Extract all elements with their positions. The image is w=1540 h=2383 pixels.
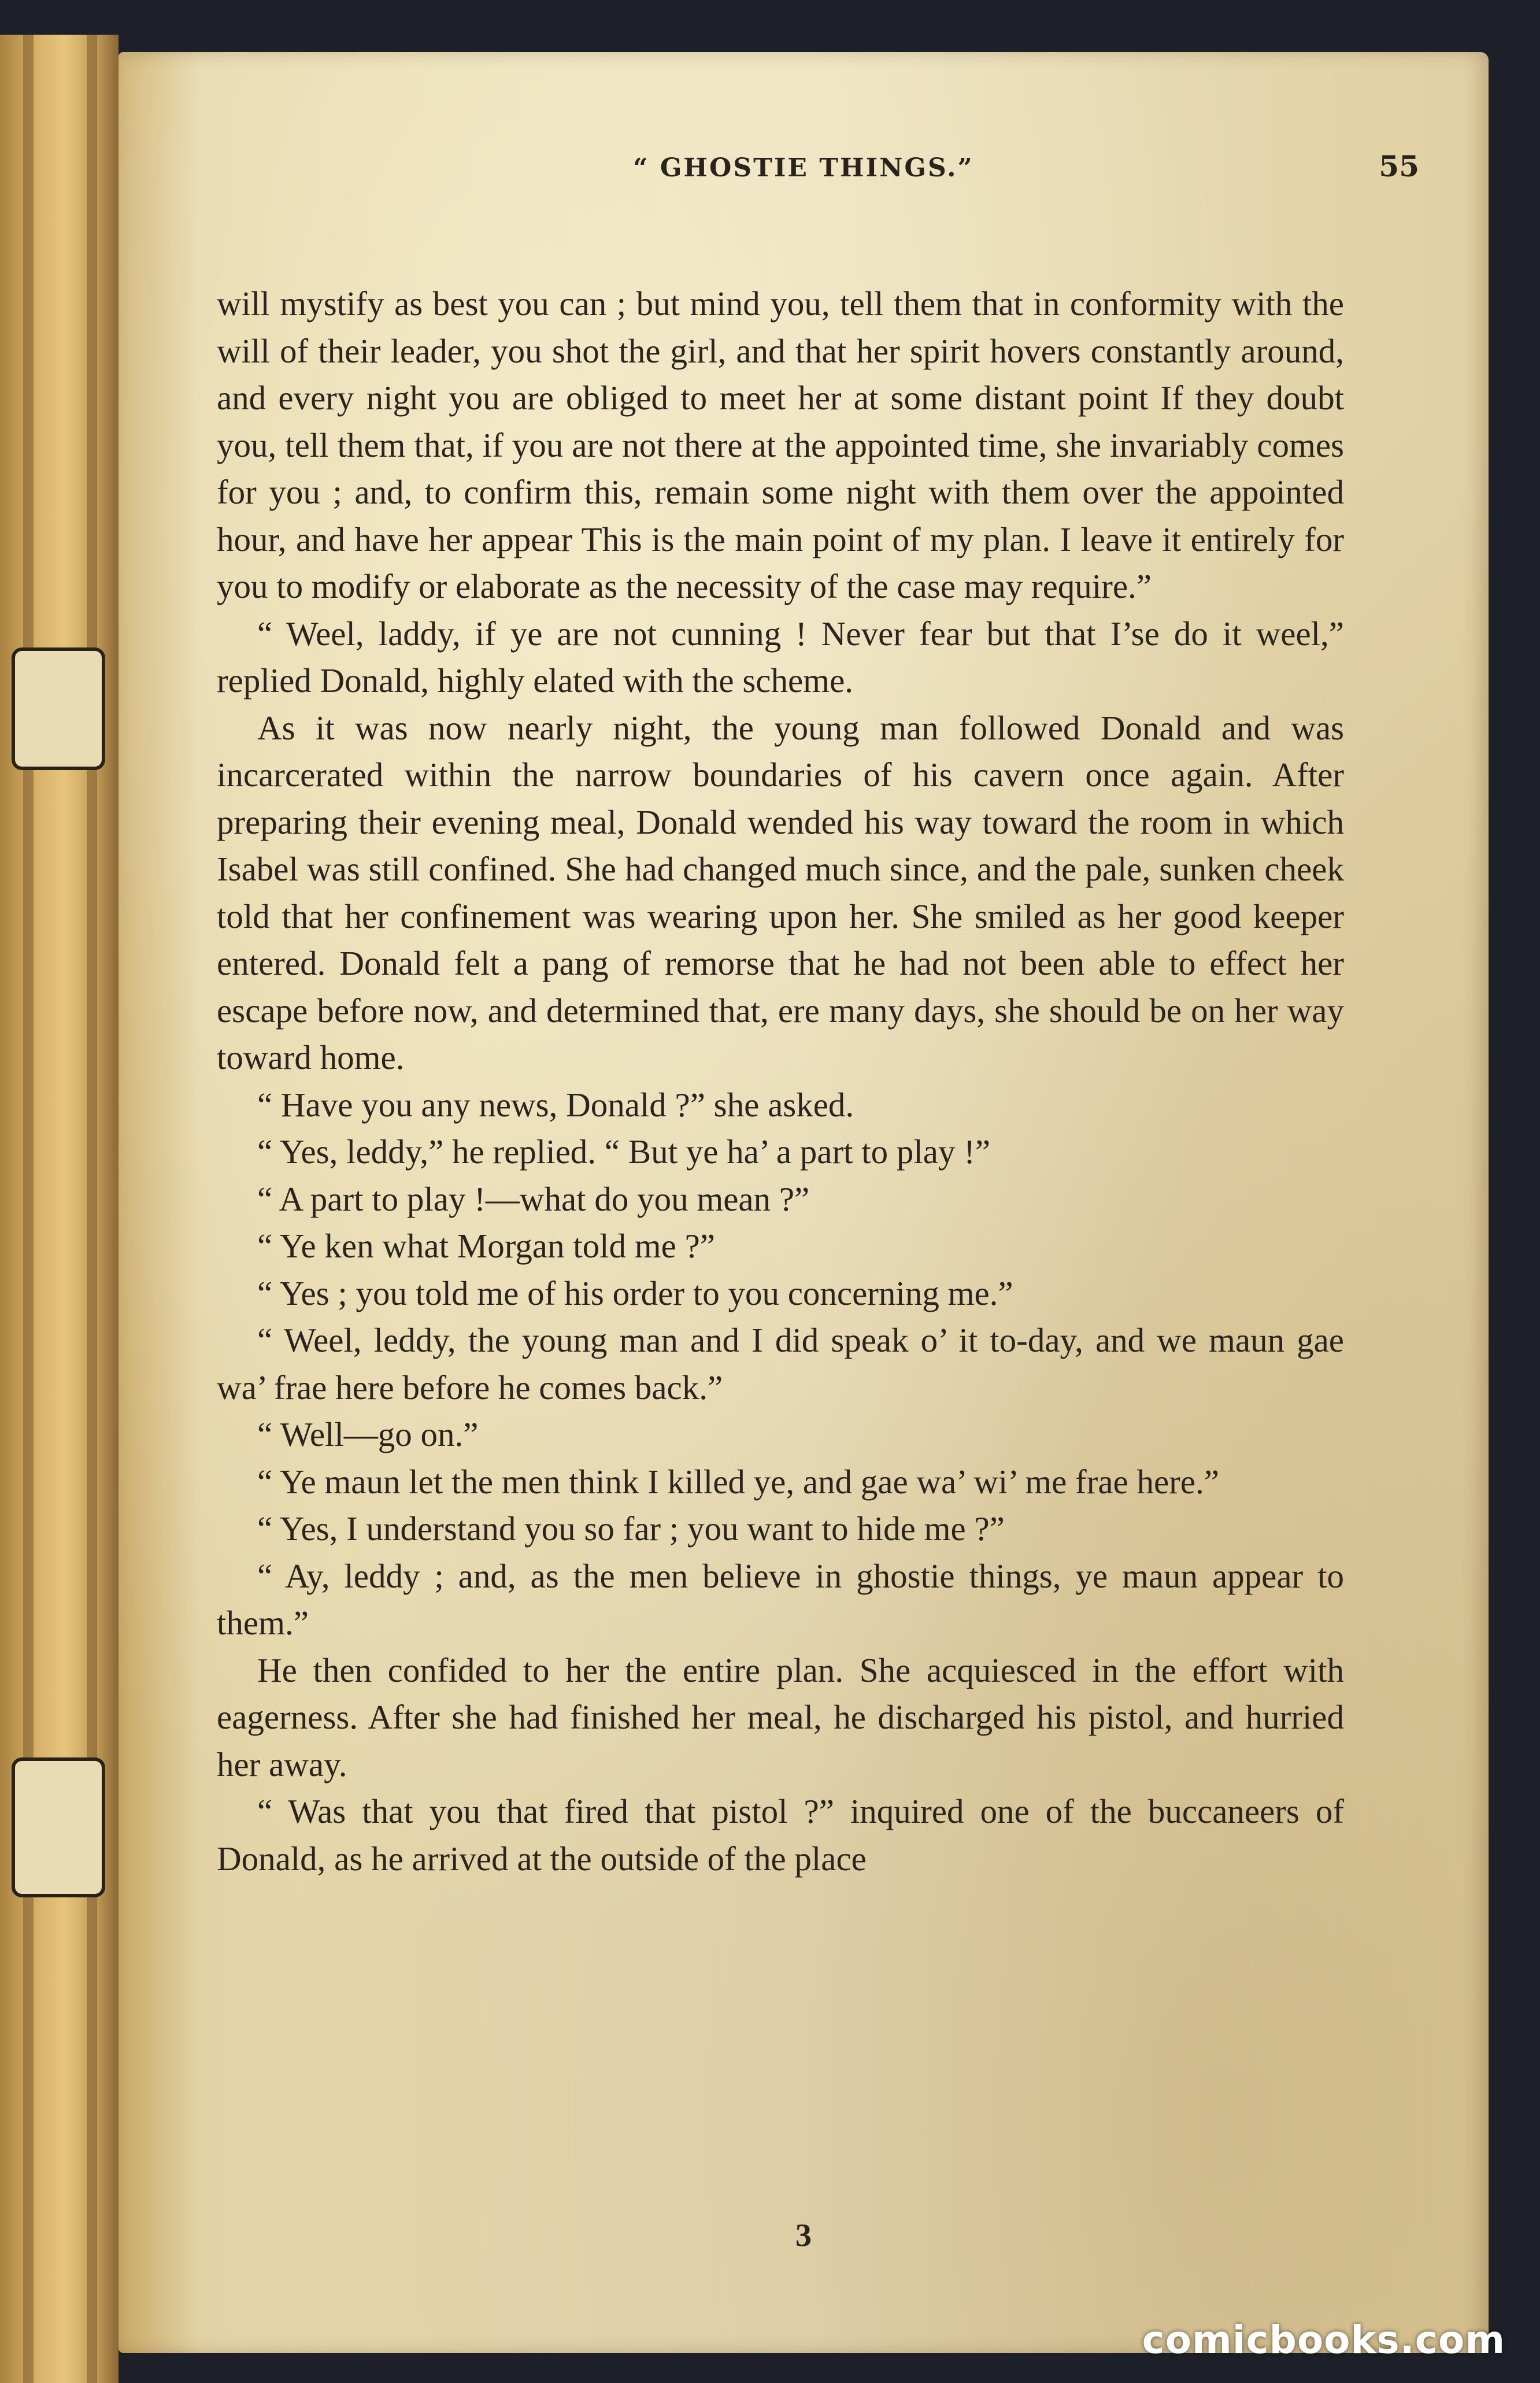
binding-tab-upper [12, 647, 105, 770]
paragraph: “ Well—go on.” [257, 1415, 479, 1453]
paragraph: He then confided to her the entire plan. She acquiesced in the effort with eagerness. After she had finished her meal, he discharged his pistol, and hurried her away. [217, 1651, 1344, 1783]
paragraph: “ Yes ; you told me of his order to you concerning me.” [257, 1274, 1013, 1312]
paragraph: “ Yes, leddy,” he replied. “ But ye ha’ a part to play !” [257, 1133, 991, 1171]
paragraph: “ Weel, leddy, the young man and I did speak o’ it to-day, and we maun gae wa’ frae here before he comes back.” [217, 1321, 1344, 1407]
paragraph: will mystify as best you can ; but mind you, tell them that in conformity with the will of their leader, you shot the girl, and that her spirit hovers constantly around, and every night you are obliged to meet her at some distant point If they doubt you, tell them that, if you are not there at the appointed time, she invariably comes for you ; and, to confirm this, remain some night with them over the appointed hour, and have her appear This is the main point of my plan. I leave it entirely for you to modify or elaborate as the necessity of the case may require.” [217, 284, 1344, 605]
page [119, 52, 1489, 2353]
running-head: “ GHOSTIE THINGS.” [633, 153, 974, 183]
paragraph: “ Was that you that fired that pistol ?” inquired one of the buccaneers of Donald, as he arrived at the outside of the place [217, 1792, 1344, 1878]
paragraph: “ Ay, leddy ; and, as the men believe in ghostie things, ye maun appear to them.” [217, 1556, 1344, 1642]
paragraph: “ A part to play !—what do you mean ?” [257, 1179, 810, 1218]
page-number: 55 [1379, 149, 1419, 183]
body-text [217, 280, 1344, 1882]
paragraph: “ Have you any news, Donald ?” she asked. [257, 1085, 854, 1124]
paragraph: “ Weel, laddy, if ye are not cunning ! Never fear but that I’se do it weel,” replied Donald, highly elated with the scheme. [217, 614, 1344, 700]
watermark: comicbooks.com [1142, 2318, 1505, 2362]
paragraph: “ Yes, I understand you so far ; you want to hide me ?” [257, 1509, 1005, 1548]
spine-crease [23, 35, 34, 2383]
signature-mark: 3 [795, 2218, 812, 2254]
spine-crease [87, 35, 97, 2383]
book-spine [0, 35, 119, 2383]
paragraph: “ Ye ken what Morgan told me ?” [257, 1227, 715, 1265]
paragraph: As it was now nearly night, the young man followed Donald and was incarcerated within the narrow boundaries of his cavern once again. After preparing their evening meal, Donald wended his way toward the room in which Isabel was still confined. She had changed much since, and the pale, sunken cheek told that her confinement was wearing upon her. She smiled as her good keeper entered. Donald felt a pang of remorse that he had not been able to effect her escape before now, and determined that, ere many days, she should be on her way toward home. [217, 708, 1344, 1076]
paragraph: “ Ye maun let the men think I killed ye, and gae wa’ wi’ me frae here.” [257, 1462, 1219, 1501]
binding-tab-lower [12, 1757, 105, 1897]
